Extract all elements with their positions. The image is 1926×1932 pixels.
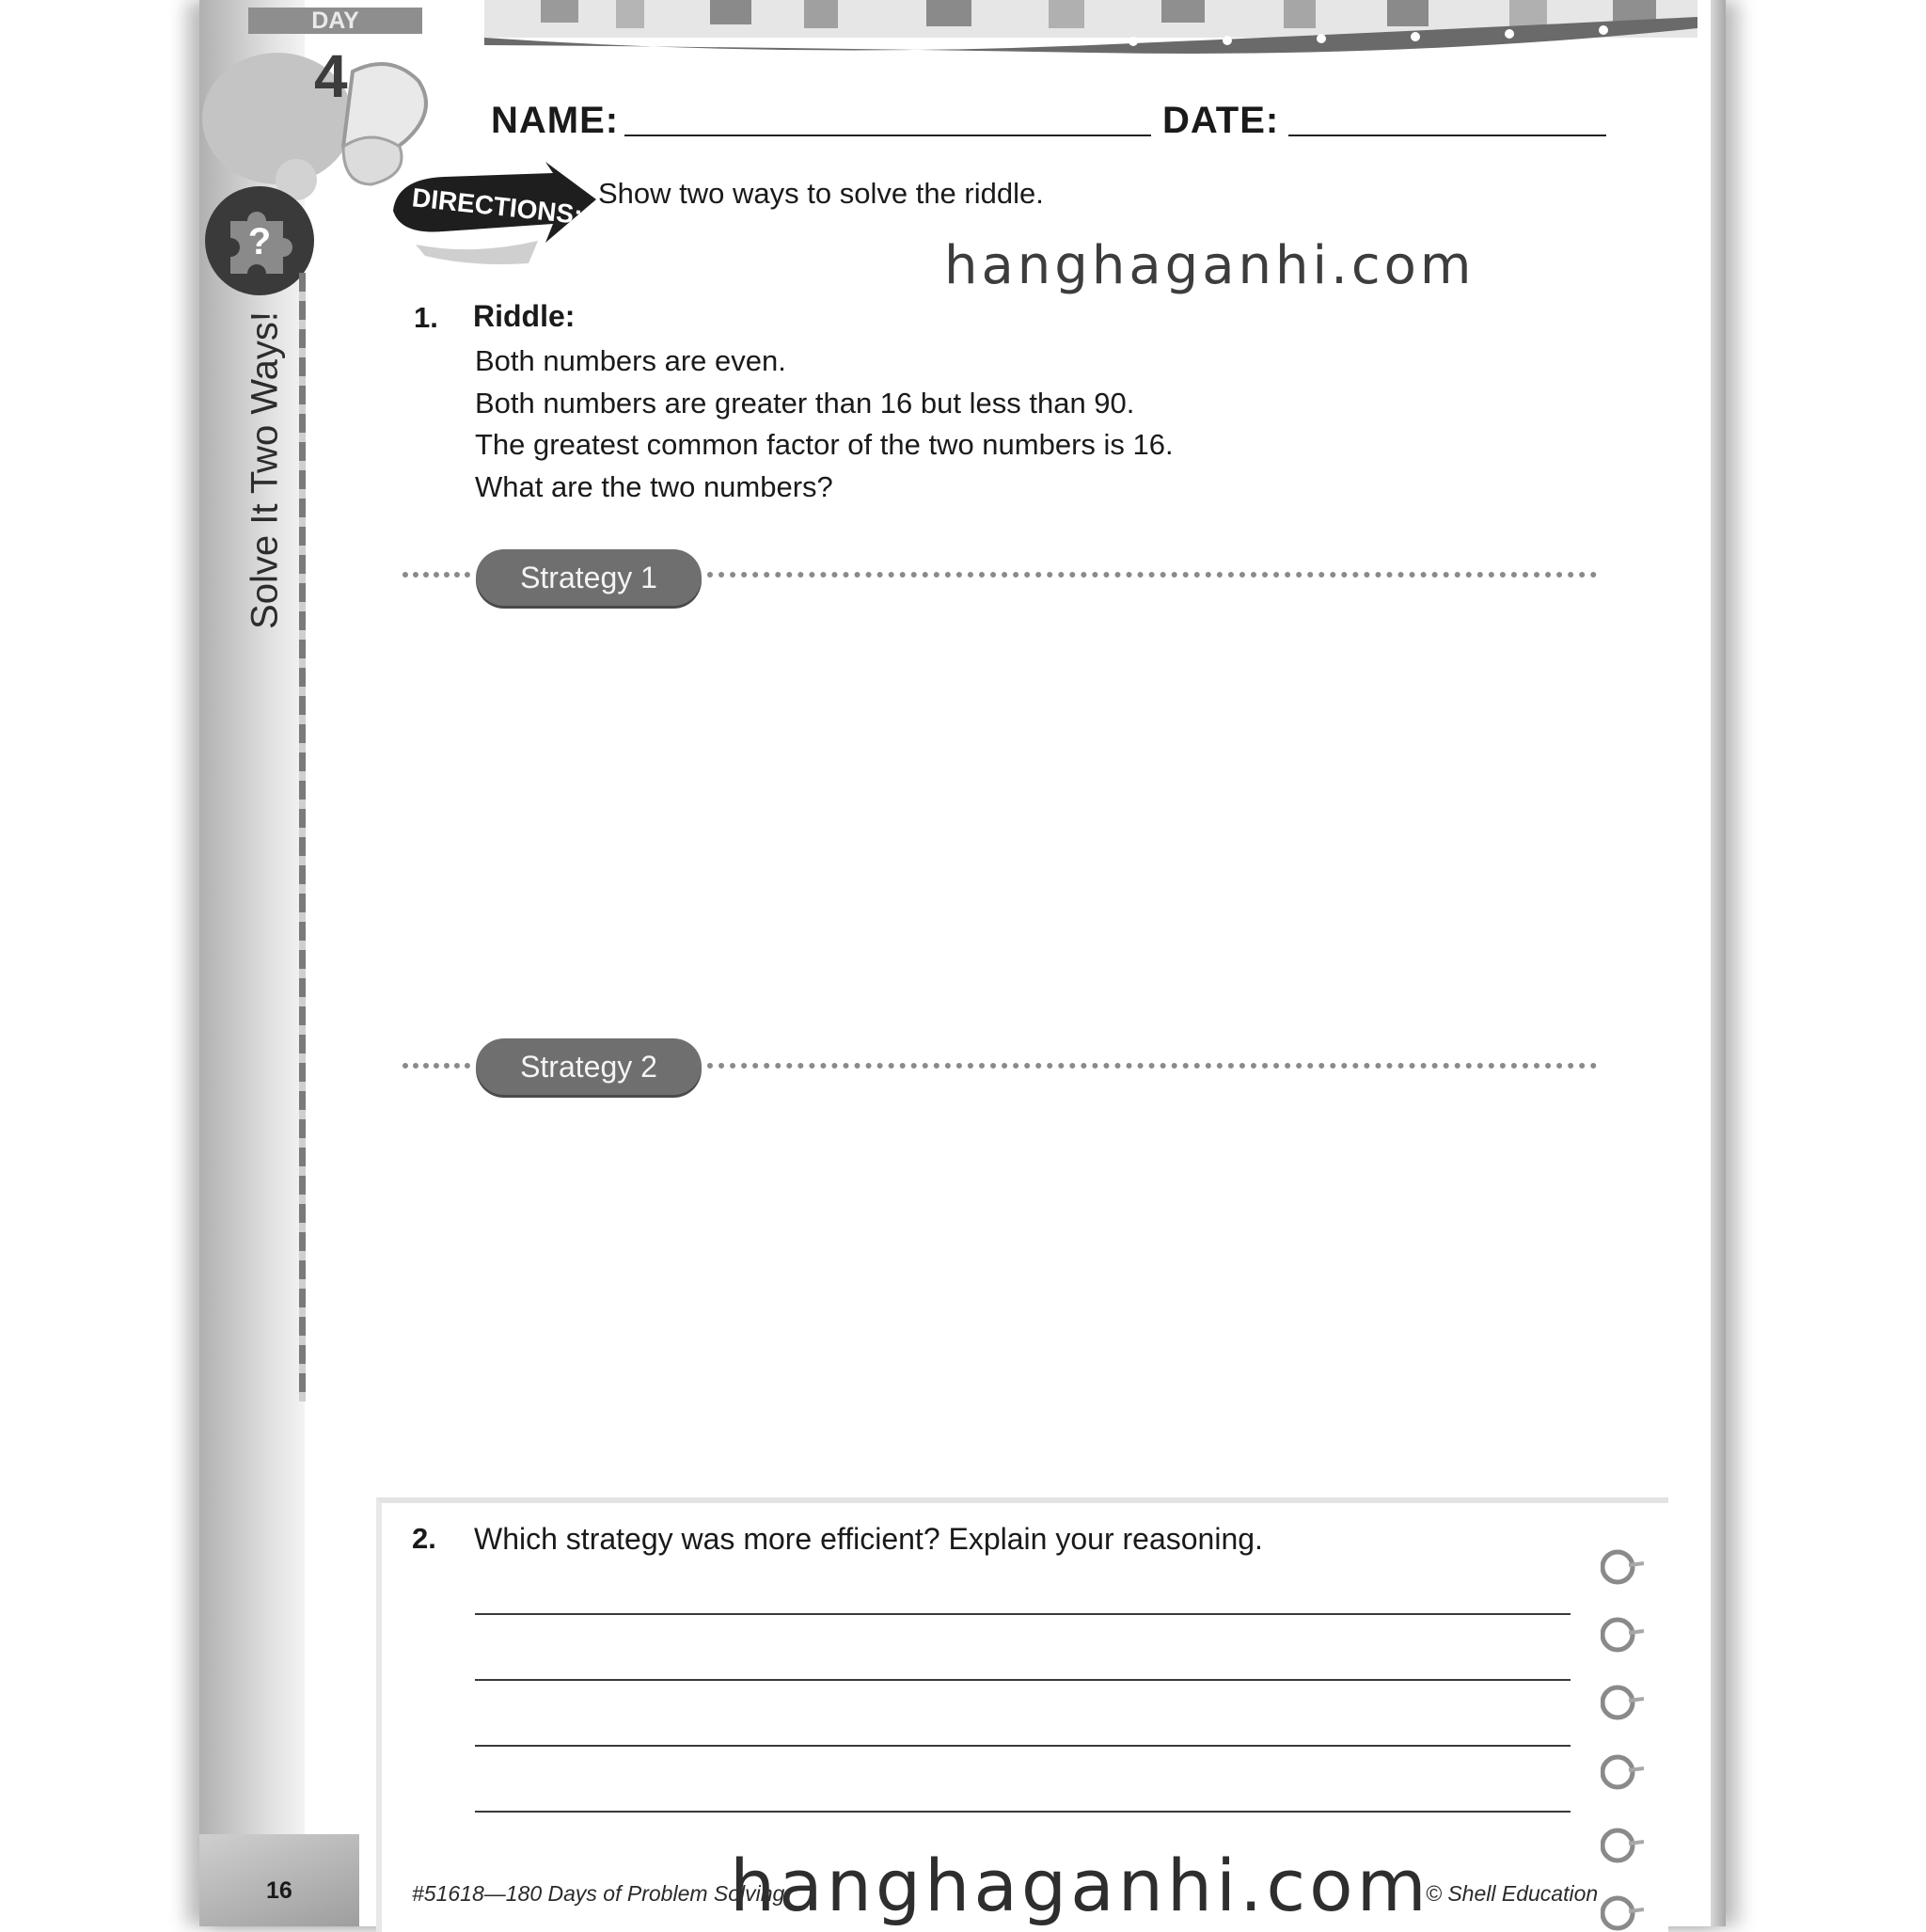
question-1-number: 1.	[414, 301, 438, 334]
riddle-text	[475, 340, 1174, 508]
riddle-line: What are the two numbers?	[475, 469, 833, 503]
name-label: NAME:	[491, 100, 620, 141]
date-field[interactable]	[1288, 135, 1606, 136]
strategy-1-work-area[interactable]	[476, 611, 1604, 1025]
answer-line[interactable]	[475, 1745, 1571, 1747]
answer-line[interactable]	[475, 1613, 1571, 1615]
svg-text:?: ?	[247, 221, 272, 262]
binding-ring-icon	[1601, 1753, 1644, 1791]
strategy-2-divider-right	[707, 1063, 1597, 1069]
strategy-1-label: Strategy 1	[476, 549, 702, 606]
binding-ring-icon	[1601, 1827, 1644, 1864]
sidebar-stripe	[299, 273, 306, 1401]
day-label: DAY	[248, 8, 422, 34]
strategy-2-label: Strategy 2	[476, 1038, 702, 1095]
directions-arrow-badge	[387, 162, 596, 265]
strategy-2-work-area[interactable]	[476, 1102, 1604, 1479]
watermark: hanghaganhi.com	[730, 1844, 1430, 1927]
question-2-number: 2.	[412, 1522, 436, 1555]
answer-line[interactable]	[475, 1679, 1571, 1681]
name-field[interactable]	[624, 135, 1151, 136]
riddle-line: Both numbers are greater than 16 but less than 90.	[475, 386, 1135, 420]
binding-ring-icon	[1601, 1684, 1644, 1721]
page-number: 16	[266, 1877, 292, 1904]
day-number: 4	[314, 42, 348, 110]
date-label: DATE:	[1162, 100, 1280, 141]
question-2-text: Which strategy was more efficient? Explain your reasoning.	[474, 1522, 1263, 1556]
riddle-line: Both numbers are even.	[475, 344, 786, 377]
page-edge	[1711, 0, 1726, 1926]
directions-text: Show two ways to solve the riddle.	[598, 177, 1044, 210]
section-title: Solve It Two Ways!	[244, 311, 286, 629]
binding-ring-icon	[1601, 1894, 1644, 1932]
top-banner-decoration	[484, 0, 1697, 56]
riddle-line: The greatest common factor of the two numbers is 16.	[475, 428, 1174, 461]
copyright: © Shell Education	[1426, 1881, 1599, 1906]
binding-ring-icon	[1601, 1616, 1644, 1654]
answer-line[interactable]	[475, 1811, 1571, 1813]
riddle-heading: Riddle:	[473, 299, 576, 333]
binding-ring-icon	[1601, 1548, 1644, 1586]
strategy-2-divider-left	[403, 1063, 470, 1069]
strategy-1-divider-right	[707, 572, 1597, 578]
directions-badge-label: DIRECTIONS:	[410, 182, 584, 230]
strategy-1-divider-left	[403, 572, 470, 578]
watermark: hanghaganhi.com	[944, 235, 1476, 296]
book-title: #51618—180 Days of Problem Solving	[412, 1881, 785, 1906]
